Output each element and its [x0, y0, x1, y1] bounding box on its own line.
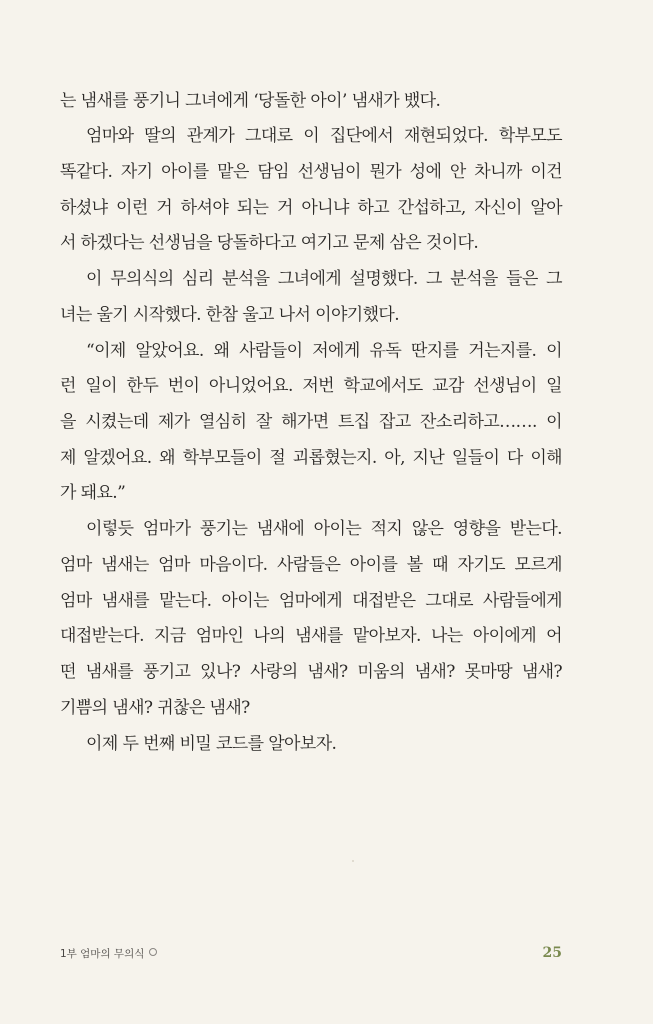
circle-icon: [149, 948, 157, 956]
text-line: 엄마 냄새를 맡는다. 아이는 엄마에게 대접받은 그대로 사람들에게: [60, 591, 562, 611]
text-line: 제 알겠어요. 왜 학부모들이 절 괴롭혔는지. 아, 지난 일들이 다 이해: [60, 448, 562, 468]
text-line: 을 시켰는데 제가 열심히 잘 해가면 트집 잡고 잔소리하고……. 이: [60, 412, 562, 432]
running-head-label: 1부 엄마의 무의식: [60, 948, 145, 960]
text-line: 기쁨의 냄새? 귀찮은 냄새?: [60, 698, 250, 718]
text-line: 런 일이 한두 번이 아니었어요. 저번 학교에서도 교감 선생님이 일: [60, 376, 562, 396]
text-line: 대접받는다. 지금 엄마인 나의 냄새를 맡아보자. 나는 아이에게 어: [60, 626, 562, 646]
text-line: 서 하겠다는 선생님을 당돌하다고 여기고 문제 삼은 것이다.: [60, 233, 479, 253]
text-line: 똑같다. 자기 아이를 맡은 담임 선생님이 뭔가 성에 안 차니까 이건: [60, 162, 562, 182]
text-line: 가 돼요.”: [60, 483, 126, 503]
page-number: 25: [542, 945, 562, 961]
paper-speck: [352, 860, 354, 862]
text-line: 이렇듯 엄마가 풍기는 냄새에 아이는 적지 않은 영향을 받는다.: [86, 519, 562, 539]
text-line: 는 냄새를 풍기니 그녀에게 ‘당돌한 아이’ 냄새가 뱄다.: [60, 91, 441, 111]
text-line: 녀는 울기 시작했다. 한참 울고 나서 이야기했다.: [60, 305, 400, 325]
text-line: “이제 알았어요. 왜 사람들이 저에게 유독 딴지를 거는지를. 이: [86, 341, 562, 361]
text-line: 이 무의식의 심리 분석을 그녀에게 설명했다. 그 분석을 들은 그: [86, 269, 562, 289]
text-line: 엄마 냄새는 엄마 마음이다. 사람들은 아이를 볼 때 자기도 모르게: [60, 555, 562, 575]
text-line: 떤 냄새를 풍기고 있나? 사랑의 냄새? 미움의 냄새? 못마땅 냄새?: [60, 662, 562, 682]
page-footer: [60, 944, 562, 966]
text-line: 엄마와 딸의 관계가 그대로 이 집단에서 재현되었다. 학부모도: [86, 126, 562, 146]
running-head: [60, 946, 157, 962]
text-line: 하셨냐 이런 거 하셔야 되는 거 아니냐 하고 간섭하고, 자신이 알아: [60, 198, 562, 218]
text-line: 이제 두 번째 비밀 코드를 알아보자.: [86, 734, 337, 754]
